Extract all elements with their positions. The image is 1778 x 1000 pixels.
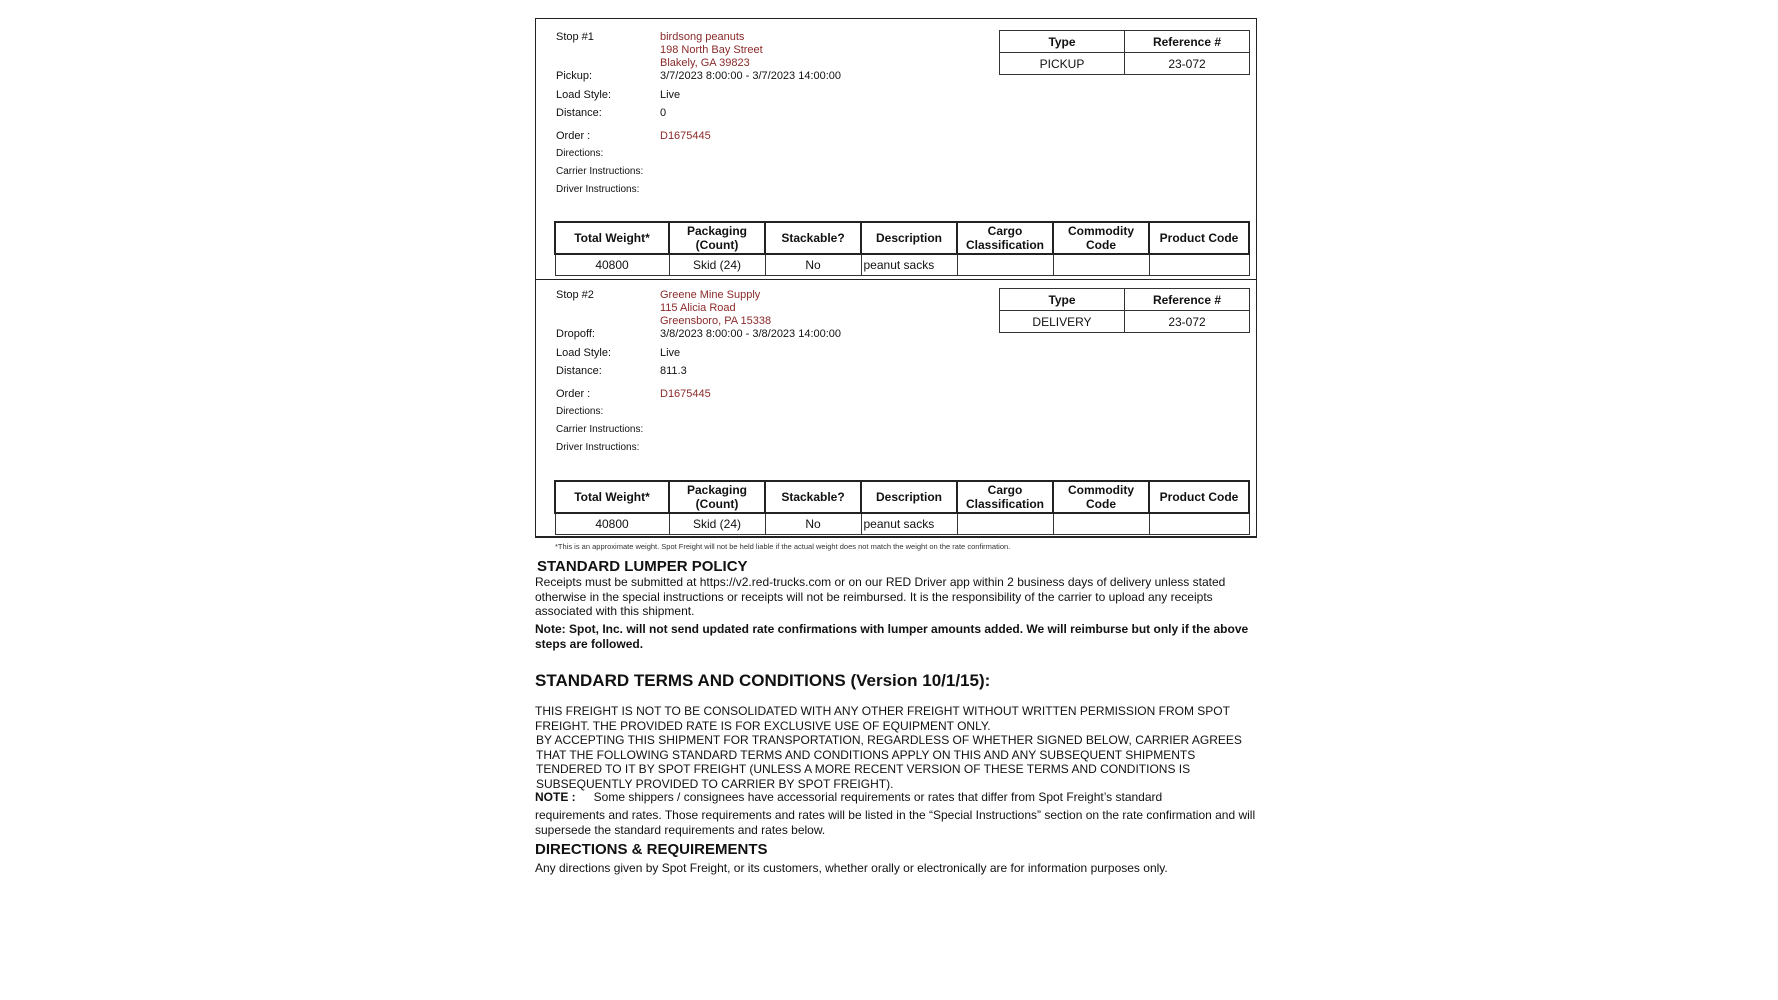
stackable-header: Stackable? bbox=[765, 481, 861, 513]
product-code-cell bbox=[1149, 513, 1249, 535]
reference-table bbox=[999, 30, 1250, 75]
lumper-policy-body: Receipts must be submitted at https://v2.red-trucks.com or on our RED Driver app within 2 business days of delivery unless stated otherwise in the special instructions or receipts will not be reimbursed. It is the responsibility of the carrier to upload any receipts associated with this shipment. bbox=[535, 575, 1226, 618]
packaging-cell: Skid (24) bbox=[669, 513, 765, 535]
stop-street: 198 North Bay Street bbox=[660, 44, 763, 56]
rate-confirmation-page bbox=[535, 18, 1257, 875]
table-row bbox=[555, 513, 1249, 535]
commodity-code-header: Commodity Code bbox=[1053, 222, 1149, 254]
driver-instructions-label: Driver Instructions: bbox=[556, 184, 640, 195]
description-cell: peanut sacks bbox=[861, 254, 957, 276]
directions-label: Directions: bbox=[556, 148, 604, 159]
description-header: Description bbox=[861, 481, 957, 513]
distance-label: Distance: bbox=[556, 365, 602, 377]
order-label: Order : bbox=[556, 388, 591, 400]
stop-city: Greensboro, PA 15338 bbox=[660, 315, 772, 327]
total-weight-cell: 40800 bbox=[555, 513, 669, 535]
terms-note bbox=[535, 790, 1162, 804]
order-number: D1675445 bbox=[660, 130, 711, 142]
stackable-cell: No bbox=[765, 254, 861, 276]
reference-value: 23-072 bbox=[1125, 53, 1250, 75]
lumper-policy-note: Note: Spot, Inc. will not send updated rate confirmations with lumper amounts added. We will reimburse but only if the above steps are followed. bbox=[535, 622, 1249, 651]
load-style-value: Live bbox=[660, 347, 681, 359]
order-number: D1675445 bbox=[660, 388, 711, 400]
directions-heading: DIRECTIONS & REQUIREMENTS bbox=[535, 841, 768, 858]
stop-label: Stop #1 bbox=[556, 31, 594, 43]
stop-name: birdsong peanuts bbox=[660, 31, 745, 43]
cargo-classification-cell bbox=[957, 254, 1053, 276]
table-row bbox=[555, 254, 1249, 276]
reference-table bbox=[999, 288, 1250, 333]
product-code-cell bbox=[1149, 254, 1249, 276]
product-code-header: Product Code bbox=[1149, 222, 1249, 254]
terms-paragraph-2: BY ACCEPTING THIS SHIPMENT FOR TRANSPORTATION, REGARDLESS OF WHETHER SIGNED BELOW, CARRIER AGREES THAT THE FOLLOWING STANDARD TERMS AND CONDITIONS APPLY ON THIS AND ANY SUBSEQUENT SHIPMENTS TENDERED TO IT BY SPOT FREIGHT (UNLESS A MORE RECENT VERSION OF THESE TERMS AND CONDITIONS IS SUBSEQUENTLY PROVIDED TO CARRIER BY SPOT FREIGHT). bbox=[536, 733, 1242, 791]
reference-value: 23-072 bbox=[1125, 311, 1250, 333]
time-window: 3/7/2023 8:00:00 - 3/7/2023 14:00:00 bbox=[660, 70, 842, 82]
packaging-header: Packaging (Count) bbox=[669, 222, 765, 254]
load-style-value: Live bbox=[660, 89, 681, 101]
distance-label: Distance: bbox=[556, 107, 602, 119]
total-weight-cell: 40800 bbox=[555, 254, 669, 276]
commodity-code-header: Commodity Code bbox=[1053, 481, 1149, 513]
load-style-label: Load Style: bbox=[556, 347, 612, 359]
commodity-code-cell bbox=[1053, 254, 1149, 276]
stackable-cell: No bbox=[765, 513, 861, 535]
description-cell: peanut sacks bbox=[861, 513, 957, 535]
stop-city: Blakely, GA 39823 bbox=[660, 57, 750, 69]
carrier-instructions-label: Carrier Instructions: bbox=[556, 424, 644, 435]
cargo-classification-header: Cargo Classification bbox=[957, 222, 1053, 254]
note-label: NOTE : bbox=[535, 790, 576, 804]
product-code-header: Product Code bbox=[1149, 481, 1249, 513]
lumper-policy-heading: STANDARD LUMPER POLICY bbox=[537, 558, 748, 575]
load-style-label: Load Style: bbox=[556, 89, 612, 101]
description-header: Description bbox=[861, 222, 957, 254]
time-window: 3/8/2023 8:00:00 - 3/8/2023 14:00:00 bbox=[660, 328, 842, 340]
stop-label: Stop #2 bbox=[556, 289, 594, 301]
stop-2 bbox=[536, 279, 1256, 537]
directions-label: Directions: bbox=[556, 406, 604, 417]
terms-paragraph-1: THIS FREIGHT IS NOT TO BE CONSOLIDATED WITH ANY OTHER FREIGHT WITHOUT WRITTEN PERMISSION FROM SPOT FREIGHT. THE PROVIDED RATE IS FOR EXCLUSIVE USE OF EQUIPMENT ONLY. bbox=[535, 704, 1230, 733]
packaging-cell: Skid (24) bbox=[669, 254, 765, 276]
note-first-line: Some shippers / consignees have accessorial requirements or rates that differ from Spot Freight’s standard bbox=[593, 790, 1163, 804]
cargo-classification-cell bbox=[957, 513, 1053, 535]
directions-body: Any directions given by Spot Freight, or its customers, whether orally or electronically are for information purposes only. bbox=[535, 861, 1168, 875]
reference-header: Reference # bbox=[1125, 289, 1250, 311]
reference-header: Reference # bbox=[1125, 31, 1250, 53]
cargo-classification-header: Cargo Classification bbox=[957, 481, 1053, 513]
distance-value: 0 bbox=[660, 107, 667, 119]
stop-1 bbox=[536, 19, 1256, 280]
cargo-table bbox=[554, 221, 1250, 276]
cargo-table bbox=[554, 480, 1250, 535]
stop-street: 115 Alicia Road bbox=[660, 302, 736, 314]
time-label: Pickup: bbox=[556, 70, 593, 82]
carrier-instructions-label: Carrier Instructions: bbox=[556, 166, 644, 177]
terms-heading: STANDARD TERMS AND CONDITIONS (Version 10/1/15): bbox=[535, 671, 991, 690]
commodity-code-cell bbox=[1053, 513, 1149, 535]
total-weight-header: Total Weight* bbox=[555, 222, 669, 254]
weight-footnote: *This is an approximate weight. Spot Freight will not be held liable if the actual weight does not match the weight on the rate confirmation. bbox=[555, 542, 1011, 551]
distance-value: 811.3 bbox=[660, 365, 687, 377]
type-header: Type bbox=[1000, 31, 1125, 53]
time-label: Dropoff: bbox=[556, 328, 595, 340]
stackable-header: Stackable? bbox=[765, 222, 861, 254]
terms-note-continued: requirements and rates. Those requirements and rates will be listed in the “Special Instructions” section on the rate confirmation and will supersede the standard requirements and rates below. bbox=[535, 808, 1256, 837]
driver-instructions-label: Driver Instructions: bbox=[556, 442, 640, 453]
stops-section bbox=[535, 18, 1257, 538]
type-value: DELIVERY bbox=[1000, 311, 1125, 333]
type-header: Type bbox=[1000, 289, 1125, 311]
order-label: Order : bbox=[556, 130, 591, 142]
stop-name: Greene Mine Supply bbox=[660, 289, 761, 301]
total-weight-header: Total Weight* bbox=[555, 481, 669, 513]
packaging-header: Packaging (Count) bbox=[669, 481, 765, 513]
type-value: PICKUP bbox=[1000, 53, 1125, 75]
